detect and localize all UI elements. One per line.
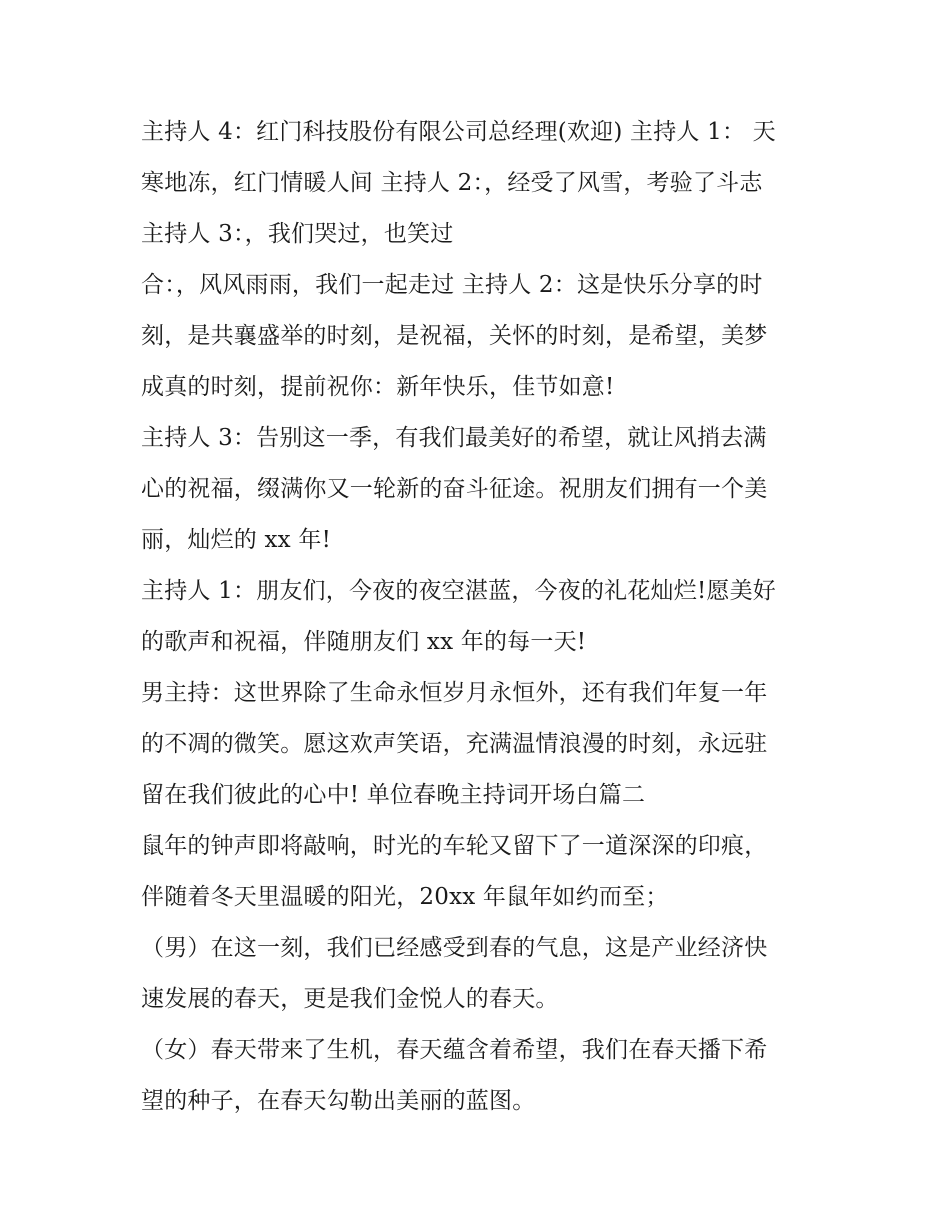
text-line: 寒地冻，红门情暖人间 主持人 2：，经受了风雪，考验了斗志 — [141, 170, 763, 196]
text-line: （男）在这一刻，我们已经感受到春的气息，这是产业经济快 — [141, 935, 768, 961]
text-line: （女）春天带来了生机，春天蕴含着希望，我们在春天播下希 — [141, 1037, 768, 1063]
text-line: 合：，风风雨雨，我们一起走过 主持人 2：这是快乐分享的时 — [141, 272, 763, 298]
text-line: 的歌声和祝福，伴随朋友们 xx 年的每一天! — [141, 629, 587, 655]
text-line: 刻，是共襄盛举的时刻，是祝福，关怀的时刻，是希望，美梦 — [141, 323, 768, 349]
document-body — [141, 107, 821, 1127]
text-line: 丽，灿烂的 xx 年! — [141, 527, 332, 553]
text-line: 伴随着冬天里温暖的阳光，20xx 年鼠年如约而至； — [141, 884, 669, 910]
text-line: 心的祝福，缀满你又一轮新的奋斗征途。祝朋友们拥有一个美 — [141, 476, 768, 502]
text-line: 主持人 3：，我们哭过，也笑过 — [141, 221, 454, 247]
text-line: 成真的时刻，提前祝你：新年快乐，佳节如意! — [141, 374, 615, 400]
text-line: 的不凋的微笑。愿这欢声笑语，充满温情浪漫的时刻，永远驻 — [141, 731, 768, 757]
text-line: 望的种子，在春天勾勒出美丽的蓝图。 — [141, 1088, 536, 1114]
text-line: 男主持：这世界除了生命永恒岁月永恒外，还有我们年复一年 — [141, 680, 768, 706]
text-line: 鼠年的钟声即将敲响，时光的车轮又留下了一道深深的印痕， — [141, 833, 768, 859]
text-line: 主持人 3：告别这一季，有我们最美好的希望，就让风捎去满 — [141, 425, 767, 451]
text-line: 留在我们彼此的心中! 单位春晚主持词开场白篇二 — [141, 782, 646, 808]
text-line: 主持人 4：红门科技股份有限公司总经理(欢迎) 主持人 1： 天 — [141, 119, 776, 145]
text-line: 速发展的春天，更是我们金悦人的春天。 — [141, 986, 559, 1012]
text-line: 主持人 1：朋友们，今夜的夜空湛蓝，今夜的礼花灿烂!愿美好 — [141, 578, 776, 604]
